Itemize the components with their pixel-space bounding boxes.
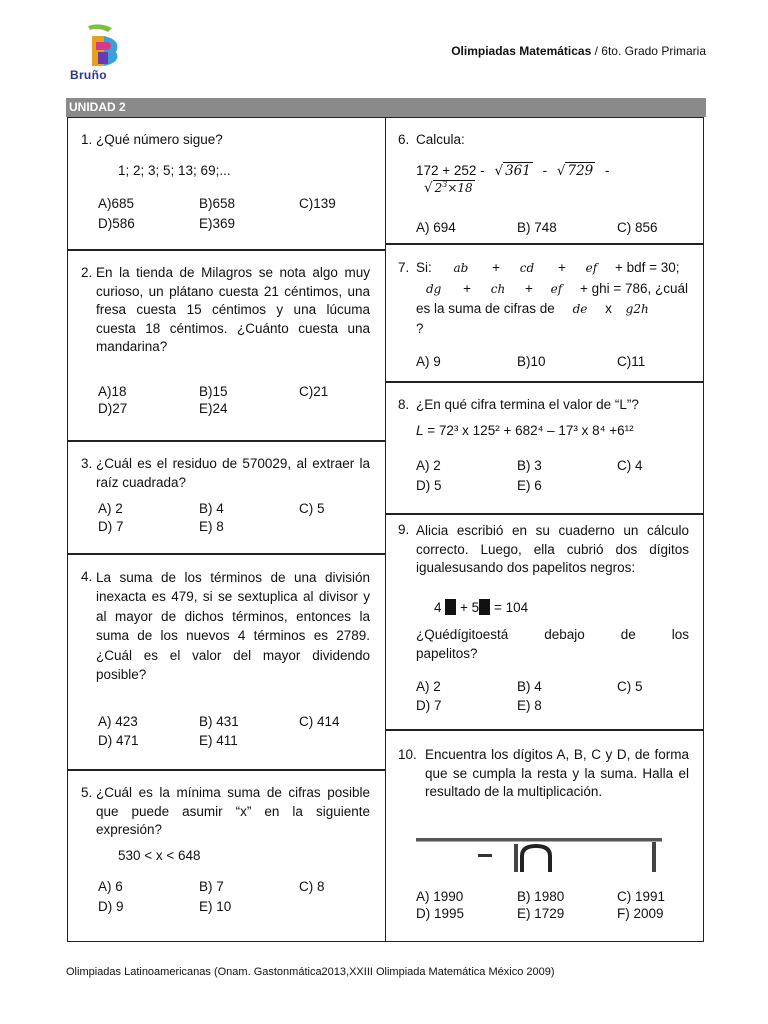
q8-option-a: A) 2 bbox=[416, 458, 441, 473]
q7-number: 7. bbox=[398, 260, 410, 275]
question-3-box bbox=[67, 441, 386, 554]
q5-option-b: B) 7 bbox=[199, 879, 224, 894]
q2-option-a: A)18 bbox=[98, 384, 127, 399]
q6-option-a: A) 694 bbox=[416, 220, 456, 235]
header-subtitle: / 6to. Grado Primaria bbox=[591, 44, 706, 58]
q7-cd: cd bbox=[519, 261, 535, 275]
q4-text: La suma de los términos de una división inexacta es 479, si se sextuplica al divisor y al mayor de dichos términos, entonces la suma de los nuevos 4 términos es 2789. ¿Cuál es el valor del mayor dividendo posible? bbox=[96, 570, 370, 683]
q3-text: ¿Cuál es el residuo de 570029, al extraer la raíz cuadrada? bbox=[96, 456, 370, 490]
q1-text: ¿Qué número sigue? bbox=[96, 132, 223, 147]
q6-root-3-base: 2 bbox=[434, 181, 443, 195]
q7-line-1 bbox=[416, 260, 680, 275]
q5-option-a: A) 6 bbox=[98, 879, 123, 894]
q7-option-c: C)11 bbox=[617, 354, 646, 369]
q7-plus: + bbox=[525, 281, 533, 296]
q9-text: Alicia escribió en su cuaderno un cálculo correcto. Luego, ella cubrió dos dígitos igualesusando dos papelitos negros: bbox=[416, 523, 689, 575]
q7-question-mark: ? bbox=[416, 321, 424, 336]
q4-option-e: E) 411 bbox=[199, 733, 238, 748]
question-2-box bbox=[67, 250, 386, 441]
q8-option-e: E) 6 bbox=[517, 478, 542, 493]
q1-sequence: 1; 2; 3; 5; 13; 69;... bbox=[118, 163, 231, 178]
q6-number: 6. bbox=[398, 132, 410, 147]
q7-plus: + bbox=[463, 281, 472, 296]
cropped-operation-image bbox=[416, 826, 662, 872]
q9-eq-result: = 104 bbox=[493, 600, 529, 615]
q3-option-e: E) 8 bbox=[199, 519, 224, 534]
q1-option-a: A)685 bbox=[98, 196, 135, 211]
q9-number: 9. bbox=[398, 522, 410, 537]
q6-root-2: 729 bbox=[567, 163, 594, 179]
q6-expression bbox=[416, 163, 610, 179]
q7-g2h: g2h bbox=[625, 302, 649, 316]
q7-plus: + bbox=[557, 260, 566, 275]
header-title: Olimpiadas Matemáticas bbox=[451, 44, 592, 58]
sqrt-icon: √ bbox=[556, 163, 566, 179]
q2-option-e: E)24 bbox=[199, 401, 228, 416]
q1-option-d: D)586 bbox=[98, 216, 135, 231]
q10-option-c: C) 1991 bbox=[617, 889, 666, 904]
q7-dg: dg bbox=[426, 282, 442, 296]
q7-line-1-end: + bdf = 30; bbox=[614, 260, 680, 275]
q10-number: 10. bbox=[398, 747, 417, 762]
q8-option-c: C) 4 bbox=[617, 458, 643, 473]
question-8-box bbox=[385, 382, 704, 514]
page-header bbox=[451, 44, 706, 58]
q8-option-d: D) 5 bbox=[416, 478, 442, 493]
page-footer: Olimpiadas Latinoamericanas (Onam. Gastonmática2013,XXIII Olimpiada Matemática México 2009) bbox=[66, 966, 555, 978]
q9-option-c: C) 5 bbox=[617, 679, 643, 694]
q8-expression bbox=[416, 423, 634, 438]
q9-question: ¿Quédígitoestá debajo de los papelitos? bbox=[416, 627, 689, 661]
q4-option-d: D) 471 bbox=[98, 733, 139, 748]
question-5-box bbox=[67, 770, 386, 942]
q4-option-a: A) 423 bbox=[98, 714, 138, 729]
q10-option-e: E) 1729 bbox=[517, 906, 565, 921]
q10-option-d: D) 1995 bbox=[416, 906, 465, 921]
unit-title: UNIDAD 2 bbox=[69, 100, 126, 114]
q3-option-b: B) 4 bbox=[199, 501, 224, 516]
q2-number: 2. bbox=[81, 265, 93, 280]
q9-eq-plus5: + 5 bbox=[460, 600, 480, 615]
question-1-box bbox=[67, 117, 386, 250]
q7-si: Si: bbox=[416, 260, 432, 275]
q6-root-3 bbox=[424, 180, 475, 196]
q1-option-b: B)658 bbox=[199, 196, 236, 211]
q5-expression: 530 < x < 648 bbox=[118, 848, 201, 863]
q5-number: 5. bbox=[81, 785, 93, 800]
q7-ef: ef bbox=[585, 261, 598, 275]
sqrt-icon: √ bbox=[494, 163, 504, 179]
brand-name: Bruño bbox=[70, 68, 107, 82]
q8-expr: = 72³ x 125² + 682⁴ – 17³ x 8⁴ +6¹² bbox=[427, 423, 634, 438]
q6-option-b: B) 748 bbox=[517, 220, 557, 235]
q2-text: En la tienda de Milagros se nota algo muy curioso, un plátano cuesta 21 céntimos, una fresa cuesta 15 céntimos y una lúcuma cuesta 18 céntimos. ¿Cuánto cuesta una mandarina? bbox=[96, 265, 370, 354]
q7-option-b: B)10 bbox=[517, 354, 546, 369]
q3-option-a: A) 2 bbox=[98, 501, 123, 516]
q3-option-c: C) 5 bbox=[299, 501, 325, 516]
unit-bar bbox=[66, 98, 706, 117]
question-6-box bbox=[385, 117, 704, 244]
q1-number: 1. bbox=[81, 132, 93, 147]
black-paper-2 bbox=[479, 599, 490, 615]
q10-option-a: A) 1990 bbox=[416, 889, 464, 904]
question-9-box bbox=[385, 514, 704, 730]
q5-text: ¿Cuál es la mínima suma de cifras posible que puede asumir “x” en la siguiente expresión? bbox=[96, 785, 370, 837]
q5-option-e: E) 10 bbox=[199, 899, 232, 914]
q7-plus: + bbox=[492, 260, 501, 275]
sqrt-icon: √ bbox=[424, 180, 433, 196]
q6-root-3-exp: 3 bbox=[442, 180, 448, 189]
q7-de: de bbox=[572, 302, 588, 316]
q6-minus-2: - bbox=[605, 163, 610, 178]
q2-option-b: B)15 bbox=[199, 384, 228, 399]
q7-times: x bbox=[605, 301, 612, 316]
q6-text: Calcula: bbox=[416, 132, 465, 147]
q6-root-1: 361 bbox=[505, 163, 531, 179]
q8-number: 8. bbox=[398, 397, 410, 412]
q9-option-d: D) 7 bbox=[416, 698, 442, 713]
q7-line-3 bbox=[416, 301, 649, 316]
question-7-box bbox=[385, 244, 704, 382]
q7-option-a: A) 9 bbox=[416, 354, 441, 369]
q7-line-2-end: + ghi = 786, ¿cuál bbox=[579, 281, 689, 296]
q6-expr-start: 172 + 252 - bbox=[416, 163, 485, 178]
q7-ab: ab bbox=[453, 261, 469, 275]
q2-option-d: D)27 bbox=[98, 401, 128, 416]
question-4-box bbox=[67, 554, 386, 770]
q5-option-d: D) 9 bbox=[98, 899, 124, 914]
q4-number: 4. bbox=[81, 569, 93, 584]
q4-option-c: C) 414 bbox=[299, 714, 340, 729]
q9-option-b: B) 4 bbox=[517, 679, 542, 694]
q5-option-c: C) 8 bbox=[299, 879, 325, 894]
q9-option-a: A) 2 bbox=[416, 679, 441, 694]
q7-ch: ch bbox=[490, 282, 506, 296]
q10-option-f: F) 2009 bbox=[617, 906, 664, 921]
q8-text: ¿En qué cifra termina el valor de “L”? bbox=[416, 397, 639, 412]
q1-option-e: E)369 bbox=[199, 216, 236, 231]
q7-line-3-text: es la suma de cifras de bbox=[416, 301, 555, 316]
q2-option-c: C)21 bbox=[299, 384, 329, 399]
black-paper-1 bbox=[445, 599, 456, 615]
q8-L: L bbox=[416, 423, 424, 438]
q6-root-3-rest: ×18 bbox=[447, 181, 473, 195]
q10-option-b: B) 1980 bbox=[517, 889, 565, 904]
q9-eq-4: 4 bbox=[434, 600, 442, 615]
q4-option-b: B) 431 bbox=[199, 714, 239, 729]
q10-text: Encuentra los dígitos A, B, C y D, de forma que se cumpla la resta y la suma. Halla el resultado de la multiplicación. bbox=[425, 747, 689, 799]
q8-option-b: B) 3 bbox=[517, 458, 542, 473]
q6-option-c: C) 856 bbox=[617, 220, 658, 235]
q3-number: 3. bbox=[81, 456, 93, 471]
q1-option-c: C)139 bbox=[299, 196, 336, 211]
q7-ef-2: ef bbox=[550, 282, 563, 296]
q9-option-e: E) 8 bbox=[517, 698, 542, 713]
q6-minus-1: - bbox=[542, 163, 548, 178]
q7-line-2 bbox=[426, 281, 688, 296]
q9-equation bbox=[434, 599, 528, 615]
q3-option-d: D) 7 bbox=[98, 519, 124, 534]
